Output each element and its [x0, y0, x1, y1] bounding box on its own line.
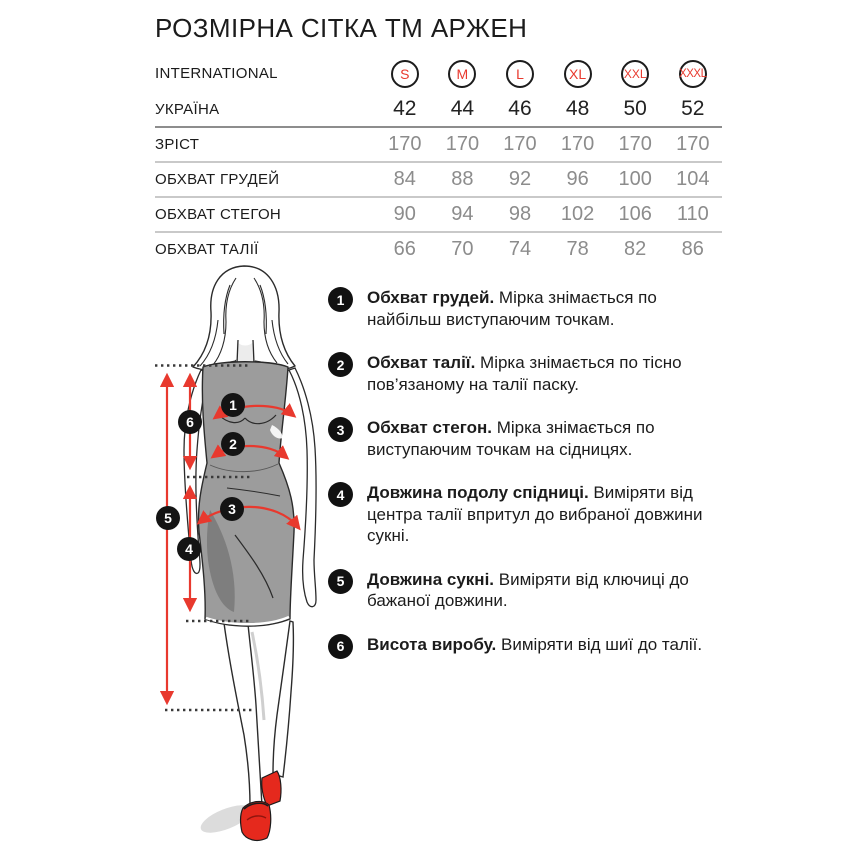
- row-label: INTERNATIONAL: [155, 65, 278, 82]
- legend-number-badge: 2: [328, 352, 353, 377]
- table-cell: 170: [503, 133, 537, 155]
- table-cell: 42: [393, 97, 417, 120]
- table-cell: 50: [623, 97, 647, 120]
- table-cell: 92: [508, 168, 532, 190]
- legend-item-6: [328, 634, 720, 659]
- legs-sketch: [224, 621, 293, 806]
- legend-text: Висота виробу. Виміряти від шиї до талії.: [367, 634, 703, 654]
- table-cell: 66: [393, 238, 416, 260]
- figure-marker-1: [221, 393, 245, 417]
- table-cell: 88: [451, 168, 474, 190]
- measurement-legend: [328, 287, 720, 659]
- legend-item-1: [328, 287, 720, 330]
- table-cell: 86: [681, 238, 704, 260]
- table-cell: 46: [508, 97, 532, 120]
- table-row-height: [155, 128, 722, 161]
- legend-number-badge: 5: [328, 569, 353, 594]
- table-cell: 52: [681, 97, 705, 120]
- table-cell: 98: [508, 203, 532, 225]
- row-label: ОБХВАТ СТЕГОН: [155, 206, 282, 223]
- table-cell: 44: [450, 97, 475, 120]
- table-row-ukraine: [155, 92, 722, 126]
- table-cell: 170: [388, 133, 422, 155]
- dress-sketch: [198, 362, 294, 626]
- row-label: ЗРІСТ: [155, 136, 200, 153]
- legend-number-badge: 6: [328, 634, 353, 659]
- legend-text: Довжина подолу спідниці. Виміряти від центра талії впритул до вибраної довжини сукні.: [367, 483, 703, 545]
- table-row-bust: [155, 163, 722, 196]
- head-sketch: [193, 266, 295, 371]
- legend-item-2: [328, 352, 720, 395]
- table-cell: 74: [508, 238, 532, 260]
- page-title: РОЗМІРНА СІТКА ТМ АРЖЕН: [155, 13, 528, 43]
- table-cell: 110: [676, 203, 709, 225]
- legend-number-badge: 4: [328, 482, 353, 507]
- svg-text:1: 1: [229, 397, 237, 413]
- table-cell: 170: [445, 133, 480, 155]
- table-row-hips: [155, 198, 722, 231]
- legend-text: Довжина сукні. Виміряти від ключиці до бажаної довжини.: [367, 569, 689, 610]
- size-badge: XL: [564, 60, 592, 88]
- table-cell: 94: [451, 203, 474, 225]
- figure-marker-3: [220, 497, 244, 521]
- row-label: ОБХВАТ ТАЛІЇ: [155, 241, 259, 258]
- table-cell: 78: [566, 238, 589, 260]
- table-cell: 82: [624, 238, 647, 260]
- svg-text:2: 2: [229, 436, 237, 452]
- table-cell: 104: [676, 168, 710, 190]
- figure-marker-2: [221, 432, 245, 456]
- table-cell: 102: [560, 203, 595, 225]
- legend-text: Обхват грудей. Мірка знімається по найбільш виступаючим точкам.: [367, 288, 657, 329]
- table-cell: 96: [566, 168, 589, 190]
- table-cell: 48: [565, 97, 590, 120]
- figure-marker-6: [178, 410, 202, 434]
- size-badge: XXL: [621, 60, 649, 88]
- svg-text:6: 6: [186, 414, 194, 430]
- figure-marker-4: [177, 537, 201, 561]
- figure-marker-5: [156, 506, 180, 530]
- table-row-international: [155, 55, 722, 92]
- size-table: [155, 55, 722, 266]
- table-cell: 170: [676, 133, 710, 155]
- table-cell: 106: [618, 203, 652, 225]
- size-badge: L: [506, 60, 534, 88]
- legend-item-5: [328, 569, 720, 612]
- table-cell: 84: [393, 168, 416, 190]
- legend-number-badge: 3: [328, 417, 353, 442]
- legend-number-badge: 1: [328, 287, 353, 312]
- size-badge: S: [391, 60, 419, 88]
- legend-item-3: [328, 417, 720, 460]
- table-cell: 70: [451, 238, 474, 260]
- size-badge: M: [448, 60, 476, 88]
- table-cell: 170: [560, 133, 595, 155]
- svg-text:5: 5: [164, 510, 172, 526]
- table-cell: 170: [618, 133, 652, 155]
- size-badge: XXXL: [679, 60, 707, 88]
- table-cell: 90: [393, 203, 416, 225]
- table-cell: 100: [618, 168, 652, 190]
- legend-text: Обхват талії. Мірка знімається по тісно пов’язаному на талії паску.: [367, 353, 682, 394]
- svg-text:4: 4: [185, 541, 193, 557]
- legend-item-4: [328, 482, 720, 547]
- row-label: УКРАЇНА: [155, 100, 220, 118]
- legend-text: Обхват стегон. Мірка знімається по виступаючим точкам на сідницях.: [367, 418, 655, 459]
- row-label: ОБХВАТ ГРУДЕЙ: [155, 171, 280, 188]
- svg-text:3: 3: [228, 501, 236, 517]
